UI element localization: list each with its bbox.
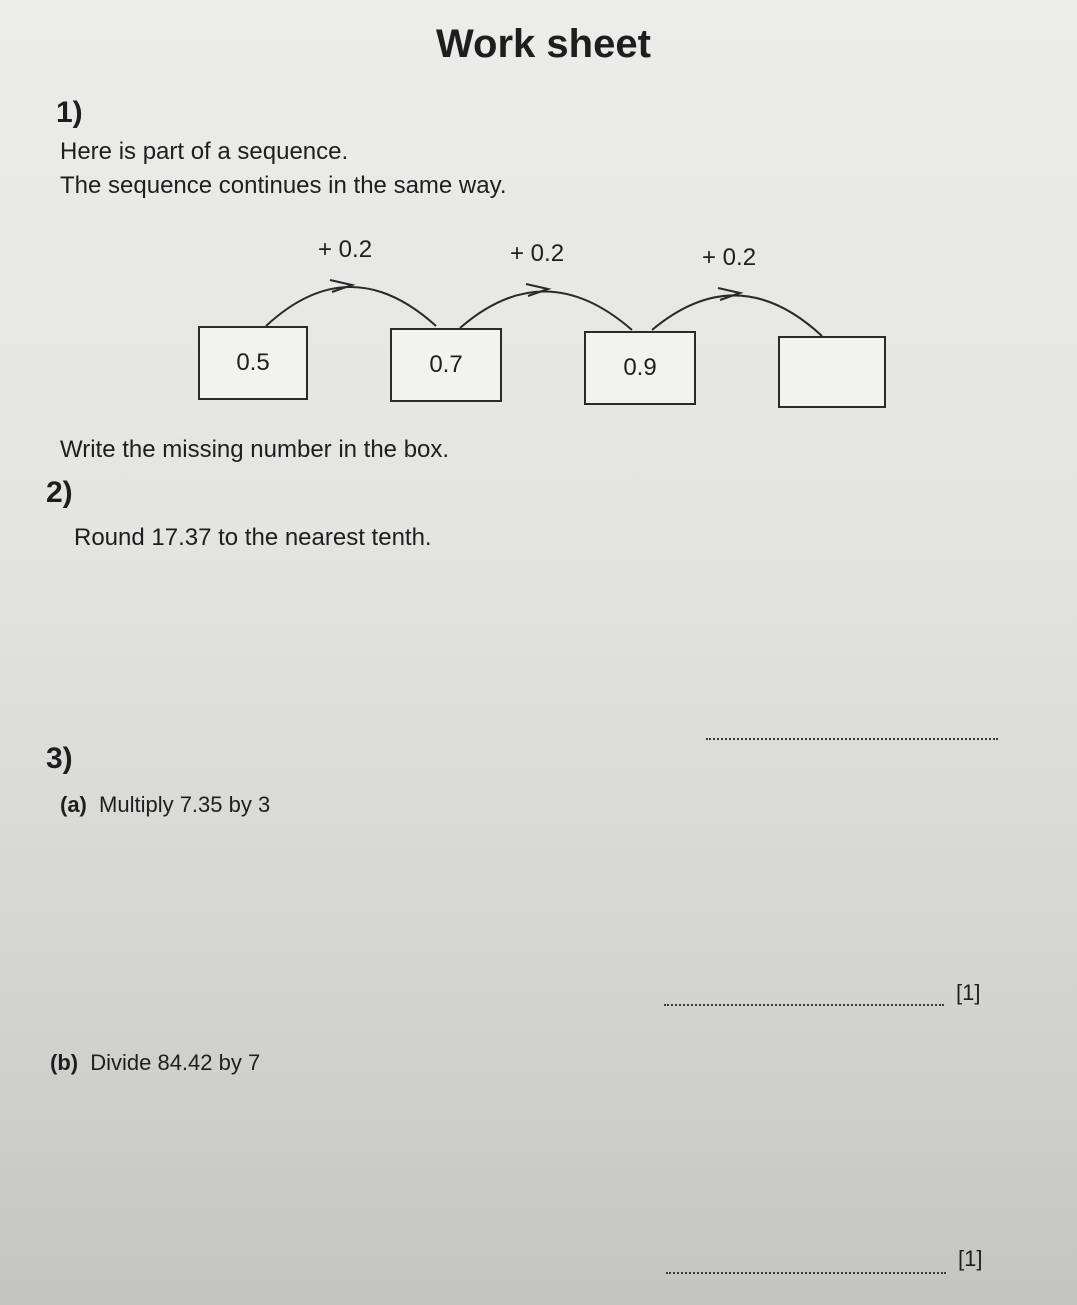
question-1-instruction: Write the missing number in the box. xyxy=(60,436,450,463)
part-a-letter: (a) xyxy=(60,792,87,817)
part-a-label xyxy=(60,792,270,818)
sequence-arc-2 xyxy=(460,291,632,330)
question-2-answer-line[interactable] xyxy=(706,738,998,740)
question-3-number: 3) xyxy=(46,742,73,775)
question-1-line-1: Here is part of a sequence. xyxy=(60,138,349,165)
part-a-answer-line[interactable] xyxy=(664,1004,944,1006)
part-b-letter: (b) xyxy=(50,1050,79,1075)
part-a-text: Multiply 7.35 by 3 xyxy=(99,792,271,817)
sequence-term-3: 0.9 xyxy=(584,331,696,405)
question-2-text: Round 17.37 to the nearest tenth. xyxy=(74,524,432,551)
sequence-term-1: 0.5 xyxy=(198,326,308,400)
step-label-1: + 0.2 xyxy=(318,236,373,263)
missing-number-box[interactable] xyxy=(778,336,886,408)
part-a-mark: [1] xyxy=(956,980,981,1005)
arrowhead-3 xyxy=(718,288,740,300)
step-label-2: + 0.2 xyxy=(510,240,565,267)
question-2-number: 2) xyxy=(46,476,73,509)
sequence-arc-1 xyxy=(266,287,436,326)
question-1-number: 1) xyxy=(56,96,83,129)
worksheet-title: Work sheet xyxy=(436,22,651,66)
part-b-answer-line[interactable] xyxy=(666,1272,946,1274)
part-b-mark: [1] xyxy=(958,1246,983,1271)
part-b-text: Divide 84.42 by 7 xyxy=(90,1050,261,1075)
sequence-term-2: 0.7 xyxy=(390,328,502,402)
arrowhead-1 xyxy=(330,280,352,292)
part-b-label xyxy=(50,1050,260,1076)
sequence-arrows xyxy=(0,0,1077,420)
question-1-line-2: The sequence continues in the same way. xyxy=(60,172,507,199)
arrowhead-2 xyxy=(526,284,548,296)
sequence-arc-3 xyxy=(652,295,822,336)
step-label-3: + 0.2 xyxy=(702,244,757,271)
